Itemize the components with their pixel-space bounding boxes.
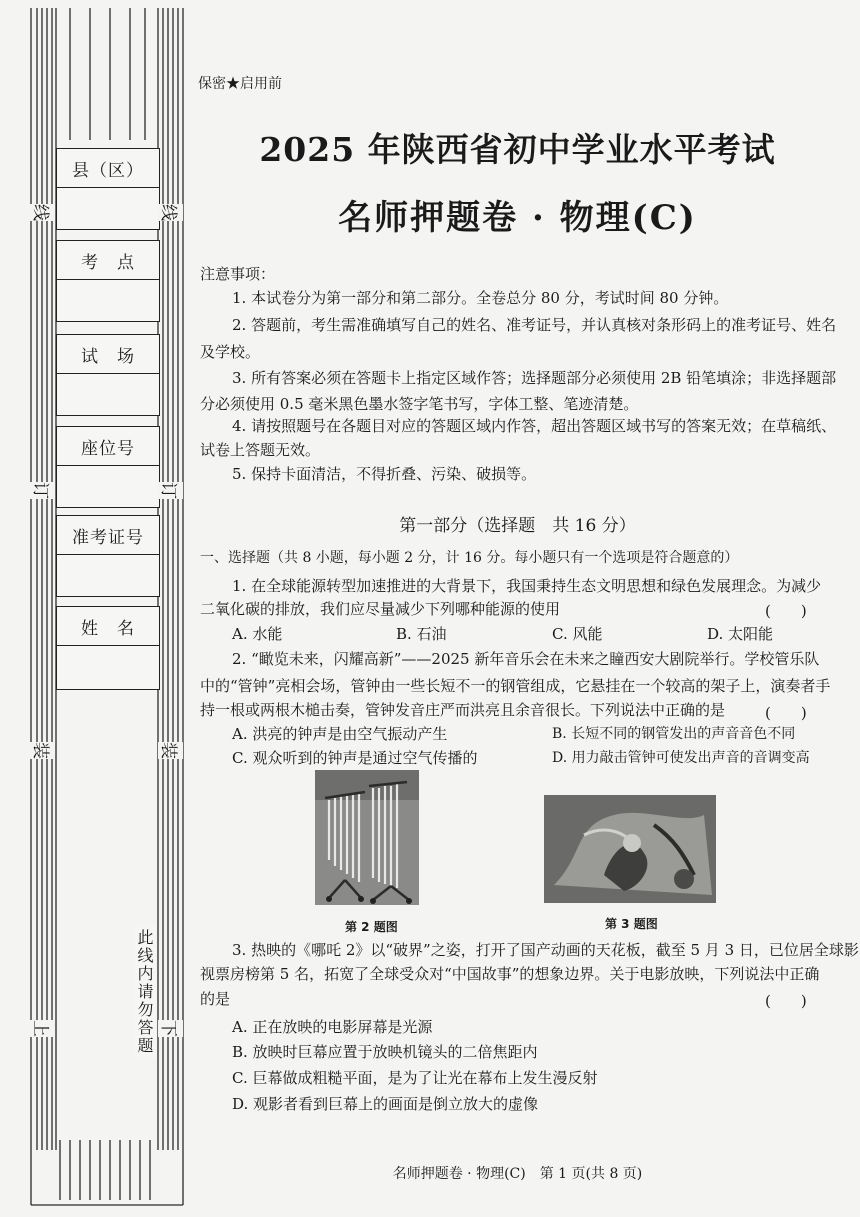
mark-shang: 上 (30, 1020, 55, 1037)
mark-zhuang-right: 装 (158, 742, 183, 759)
q3-line-2: 视票房榜第 5 名，拓宽了全球受众对“中国故事”的想象边界。关于电影放映，下列说法中正确 (200, 965, 820, 983)
q2-line-3: 持一根或两根木槌击奏，管钟发音庄严而洪亮且余音很长。下列说法中正确的是 (200, 701, 726, 719)
note-line-8: 5. 保持卡面清洁，不得折叠、污染、破损等。 (232, 465, 537, 483)
notes-heading: 注意事项： (200, 265, 276, 283)
note-line-6: 4. 请按照题号在各题目对应的答题区域内作答，超出答题区域书写的答案无效；在草稿纸、 (232, 417, 837, 435)
q1-option-c: C. 风能 (552, 625, 603, 643)
mark-ding-left: 订 (30, 482, 55, 499)
county-label: 县（区） (57, 149, 159, 188)
q1-answer-paren: ( ) (765, 602, 807, 620)
admission-number-label: 准考证号 (57, 516, 159, 555)
q3-line-3: 的是 (200, 990, 231, 1008)
q1-option-d: D. 太阳能 (707, 625, 774, 643)
mark-xian-left: 线 (30, 204, 55, 221)
mark-xian-right: 线 (158, 204, 183, 221)
note-line-1: 1. 本试卷分为第一部分和第二部分。全卷总分 80 分，考试时间 80 分钟。 (232, 289, 729, 307)
exam-subtitle: 名师押题卷 · 物理(C) (338, 198, 697, 238)
no-answer-warning: 此线内请勿答题 (134, 925, 156, 1059)
part1-heading: 第一部分（选择题 共 16 分） (399, 516, 636, 536)
q2-option-d: D. 用力敲击管钟可使发出声音的音调变高 (552, 750, 810, 766)
q1-option-a: A. 水能 (232, 625, 283, 643)
seat-number-label: 座位号 (57, 427, 159, 466)
q2-answer-paren: ( ) (765, 704, 807, 722)
figure-3-caption: 第 3 题图 (605, 917, 658, 931)
county-box (56, 148, 160, 230)
note-line-7: 试卷上答题无效。 (200, 441, 321, 459)
page-footer: 名师押题卷 · 物理(C) 第 1 页(共 8 页) (392, 1166, 643, 1182)
note-line-3: 及学校。 (200, 343, 261, 361)
exam-title: 2025 年陕西省初中学业水平考试 (259, 130, 776, 169)
figure-2-tubular-bells (315, 770, 419, 905)
q3-answer-paren: ( ) (765, 992, 807, 1010)
exam-room-box (56, 334, 160, 416)
q3-option-c: C. 巨幕做成粗糙平面，是为了让光在幕布上发生漫反射 (232, 1069, 598, 1087)
q3-option-a: A. 正在放映的电影屏幕是光源 (232, 1018, 433, 1036)
admission-number-box (56, 515, 160, 597)
figure-3-animation-still (544, 795, 716, 903)
note-line-4: 3. 所有答案必须在答题卡上指定区域作答；选择题部分必须使用 2B 铅笔填涂；非选择题部 (232, 369, 837, 387)
q2-option-b: B. 长短不同的钢管发出的声音音色不同 (552, 726, 796, 742)
exam-room-label: 试 场 (57, 335, 159, 374)
q3-option-b: B. 放映时巨幕应置于放映机镜头的二倍焦距内 (232, 1043, 538, 1061)
q2-line-2: 中的“管钟”亮相会场，管钟由一些长短不一的钢管组成，它悬挂在一个较高的架子上，演奏者手 (200, 677, 831, 695)
figure-2-caption: 第 2 题图 (345, 920, 398, 934)
q2-option-a: A. 洪亮的钟声是由空气振动产生 (232, 725, 448, 743)
mark-ding-right: 订 (158, 482, 183, 499)
binding-strip (0, 0, 205, 1217)
q1-line-1: 1. 在全球能源转型加速推进的大背景下，我国秉持生态文明思想和绿色发展理念。为减少 (232, 577, 822, 595)
name-box (56, 606, 160, 690)
q1-option-b: B. 石油 (396, 625, 447, 643)
exam-site-label: 考 点 (57, 241, 159, 280)
note-line-5: 分必须使用 0.5 毫米黑色墨水签字笔书写，字体工整、笔迹清楚。 (200, 395, 639, 413)
q2-option-c: C. 观众听到的钟声是通过空气传播的 (232, 749, 478, 767)
q3-line-1: 3. 热映的《哪吒 2》以“破界”之姿，打开了国产动画的天花板，截至 5 月 3 日，已位居全球影 (232, 941, 859, 959)
confidential-label: 保密★启用前 (198, 76, 282, 92)
mark-zhuang-left: 装 (30, 742, 55, 759)
name-label: 姓 名 (57, 607, 159, 646)
q2-line-1: 2. “瞰览未来，闪耀高新”——2025 新年音乐会在未来之瞳西安大剧院举行。学校管乐队 (232, 650, 820, 668)
seat-number-box (56, 426, 160, 508)
mark-xia: 下 (158, 1020, 183, 1037)
note-line-2: 2. 答题前，考生需准确填写自己的姓名、准考证号，并认真核对条形码上的准考证号、姓名 (232, 316, 837, 334)
q3-option-d: D. 观影者看到巨幕上的画面是倒立放大的虚像 (232, 1095, 539, 1113)
q1-line-2: 二氧化碳的排放，我们应尽量减少下列哪种能源的使用 (200, 600, 561, 618)
exam-site-box (56, 240, 160, 322)
section-title: 一、选择题（共 8 小题，每小题 2 分，计 16 分。每小题只有一个选项是符合题意的） (200, 550, 739, 566)
